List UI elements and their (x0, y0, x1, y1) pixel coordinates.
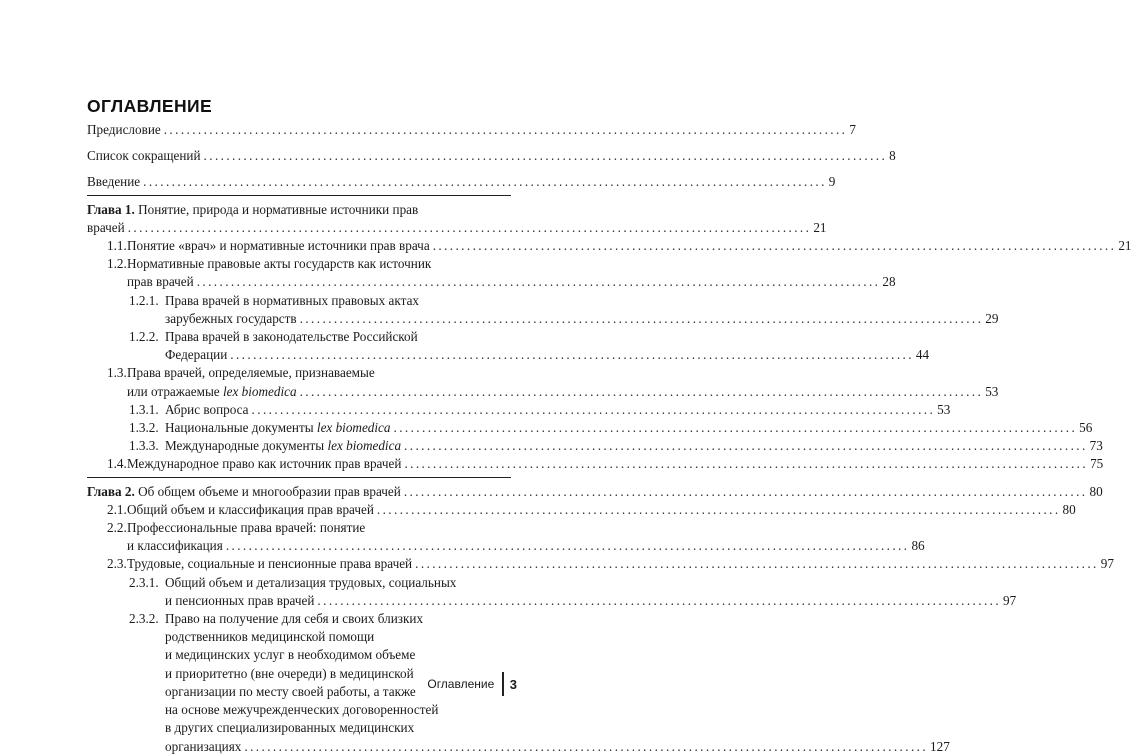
entry-label: Права врачей в нормативных правовых актах (165, 292, 420, 308)
toc-entry-preface[interactable] (87, 121, 856, 139)
section-number: 1.3. (107, 365, 127, 381)
page-number: 80 (1089, 483, 1103, 499)
toc-chapter-2[interactable] (87, 483, 1103, 501)
toc-subsection-2-3-1[interactable] (129, 574, 1017, 610)
page-number: 97 (1003, 592, 1017, 608)
entry-label-cont: организациях (165, 738, 242, 754)
running-head: Оглавление (427, 677, 495, 691)
page-number: 127 (930, 738, 950, 754)
entry-label: Право на получение для себя и своих близких (165, 611, 424, 627)
page-number: 97 (1100, 556, 1114, 572)
entry-label-cont: и пенсионных прав врачей (165, 592, 315, 608)
section-number: 1.3.1. (129, 401, 159, 417)
entry-label: Понятие «врач» и нормативные источники прав врача (127, 238, 430, 254)
entry-label: Национальные документы (165, 420, 317, 436)
page-number: 21 (1118, 238, 1132, 254)
toc-section-1-3[interactable] (107, 364, 999, 400)
dot-leader: ........................................................................................................................ (404, 456, 1089, 472)
divider (87, 195, 511, 196)
toc-subsection-1-3-2[interactable] (129, 419, 1093, 437)
page-number: 53 (985, 383, 999, 399)
chapter-title-cont: врачей (87, 219, 125, 235)
dot-leader: ........................................................................................................................ (203, 148, 888, 164)
page-number: 28 (882, 274, 896, 290)
toc-entry-introduction[interactable] (87, 173, 836, 191)
dot-leader: ........................................................................................................................ (404, 438, 1088, 454)
entry-label-cont: и медицинских услуг в необходимом объеме (165, 647, 416, 663)
table-of-contents (87, 121, 1132, 756)
page-number: 8 (889, 148, 896, 164)
entry-label-cont: и классификация (127, 538, 223, 554)
page-number: 75 (1090, 456, 1104, 472)
section-number: 1.3.3. (129, 438, 159, 454)
page-title: ОГЛАВЛЕНИЕ (87, 96, 213, 116)
page-number: 73 (1089, 438, 1103, 454)
dot-leader: ........................................................................................................................ (127, 219, 812, 235)
chapter-title: Понятие, природа и нормативные источники прав (138, 201, 419, 217)
entry-label: Общий объем и классификация прав врачей (127, 501, 374, 517)
chapter-title: Об общем объеме и многообразии прав врачей (138, 483, 401, 499)
dot-leader: ........................................................................................................................ (317, 592, 1002, 608)
page-number: 44 (915, 347, 930, 363)
entry-label: Права врачей, определяемые, признаваемые (127, 365, 375, 381)
toc-section-1-1[interactable] (107, 237, 1132, 255)
toc-section-2-1[interactable] (107, 501, 1076, 519)
dot-leader: ........................................................................................................................ (376, 501, 1061, 517)
toc-section-2-2[interactable] (107, 519, 925, 555)
page-number: 7 (849, 122, 856, 137)
dot-leader: ........................................................................................................................ (225, 538, 910, 554)
entry-label-italic: lex biomedica (316, 420, 391, 436)
entry-label: Абрис вопроса (165, 401, 249, 417)
entry-label-italic: lex biomedica (222, 383, 297, 399)
dot-leader: ........................................................................................................................ (163, 122, 848, 137)
dot-leader: ........................................................................................................................ (415, 556, 1099, 572)
page-number: 21 (813, 219, 827, 235)
entry-label-cont: зарубежных государств (165, 310, 297, 326)
entry-label: Общий объем и детализация трудовых, социальных (165, 574, 457, 590)
toc-subsection-1-3-3[interactable] (129, 437, 1103, 455)
section-number: 2.3.1. (129, 574, 159, 590)
entry-label: Введение (87, 174, 141, 190)
section-number: 1.3.2. (129, 420, 159, 436)
entry-label-cont: на основе межучрежденческих договоренностей (165, 702, 439, 718)
section-number: 1.1. (107, 238, 127, 254)
toc-section-2-3[interactable] (107, 555, 1114, 573)
page-number: 9 (828, 174, 836, 190)
page-footer (427, 672, 517, 696)
toc-subsection-1-2-1[interactable] (129, 292, 999, 328)
dot-leader: ........................................................................................................................ (251, 401, 936, 417)
dot-leader: ........................................................................................................................ (230, 347, 914, 363)
section-number: 1.2.2. (129, 329, 159, 345)
entry-label-italic: lex biomedica (327, 438, 402, 454)
entry-label: Предисловие (87, 122, 161, 137)
entry-label: Международное право как источник прав врачей (127, 456, 402, 472)
entry-label: Права врачей в законодательстве Российской (165, 329, 418, 345)
entry-label: Международные документы (165, 438, 328, 454)
section-number: 2.2. (107, 520, 127, 536)
section-number: 1.4. (107, 456, 127, 472)
entry-label: Список сокращений (87, 148, 201, 164)
page-number: 86 (911, 538, 925, 554)
toc-subsection-1-2-2[interactable] (129, 328, 930, 364)
dot-leader: ........................................................................................................................ (432, 238, 1117, 254)
page-number: 29 (985, 310, 999, 326)
section-number: 2.3.2. (129, 611, 159, 627)
toc-chapter-1[interactable] (87, 201, 827, 237)
dot-leader: ........................................................................................................................ (299, 383, 984, 399)
toc-section-1-4[interactable] (107, 455, 1104, 473)
section-number: 2.1. (107, 501, 127, 517)
page-number: 53 (937, 401, 951, 417)
dot-leader: ........................................................................................................................ (196, 274, 881, 290)
dot-leader: ........................................................................................................................ (143, 174, 827, 190)
page-number: 56 (1079, 420, 1093, 436)
dot-leader: ........................................................................................................................ (393, 420, 1078, 436)
toc-subsection-1-3-1[interactable] (129, 401, 951, 419)
chapter-prefix: Глава 2. (87, 483, 135, 499)
dot-leader: ........................................................................................................................ (299, 310, 984, 326)
entry-label-cont: или отражаемые (127, 383, 223, 399)
section-number: 1.2.1. (129, 292, 159, 308)
entry-label: Нормативные правовые акты государств как источник (127, 256, 432, 272)
section-number: 2.3. (107, 556, 127, 572)
dot-leader: ........................................................................................................................ (403, 483, 1088, 499)
page-number: 80 (1062, 501, 1076, 517)
entry-label-cont: прав врачей (127, 274, 194, 290)
entry-label-cont: Федерации (165, 347, 228, 363)
folio-page-number: 3 (509, 676, 517, 692)
entry-label-cont: и приоритетно (вне очереди) в медицинской (165, 665, 414, 681)
divider (87, 477, 511, 478)
section-number: 1.2. (107, 256, 127, 272)
toc-section-1-2[interactable] (107, 255, 896, 291)
entry-label-cont: организации по месту своей работы, а также (165, 683, 416, 699)
entry-label-cont: родственников медицинской помощи (165, 629, 375, 645)
entry-label-cont: в других специализированных медицинских (165, 720, 415, 736)
entry-label: Профессиональные права врачей: понятие (127, 520, 366, 536)
dot-leader: ........................................................................................................................ (244, 738, 929, 754)
entry-label: Трудовые, социальные и пенсионные права врачей (127, 556, 413, 572)
chapter-prefix: Глава 1. (87, 201, 135, 217)
toc-entry-abbreviations[interactable] (87, 147, 896, 165)
footer-divider (502, 672, 504, 696)
